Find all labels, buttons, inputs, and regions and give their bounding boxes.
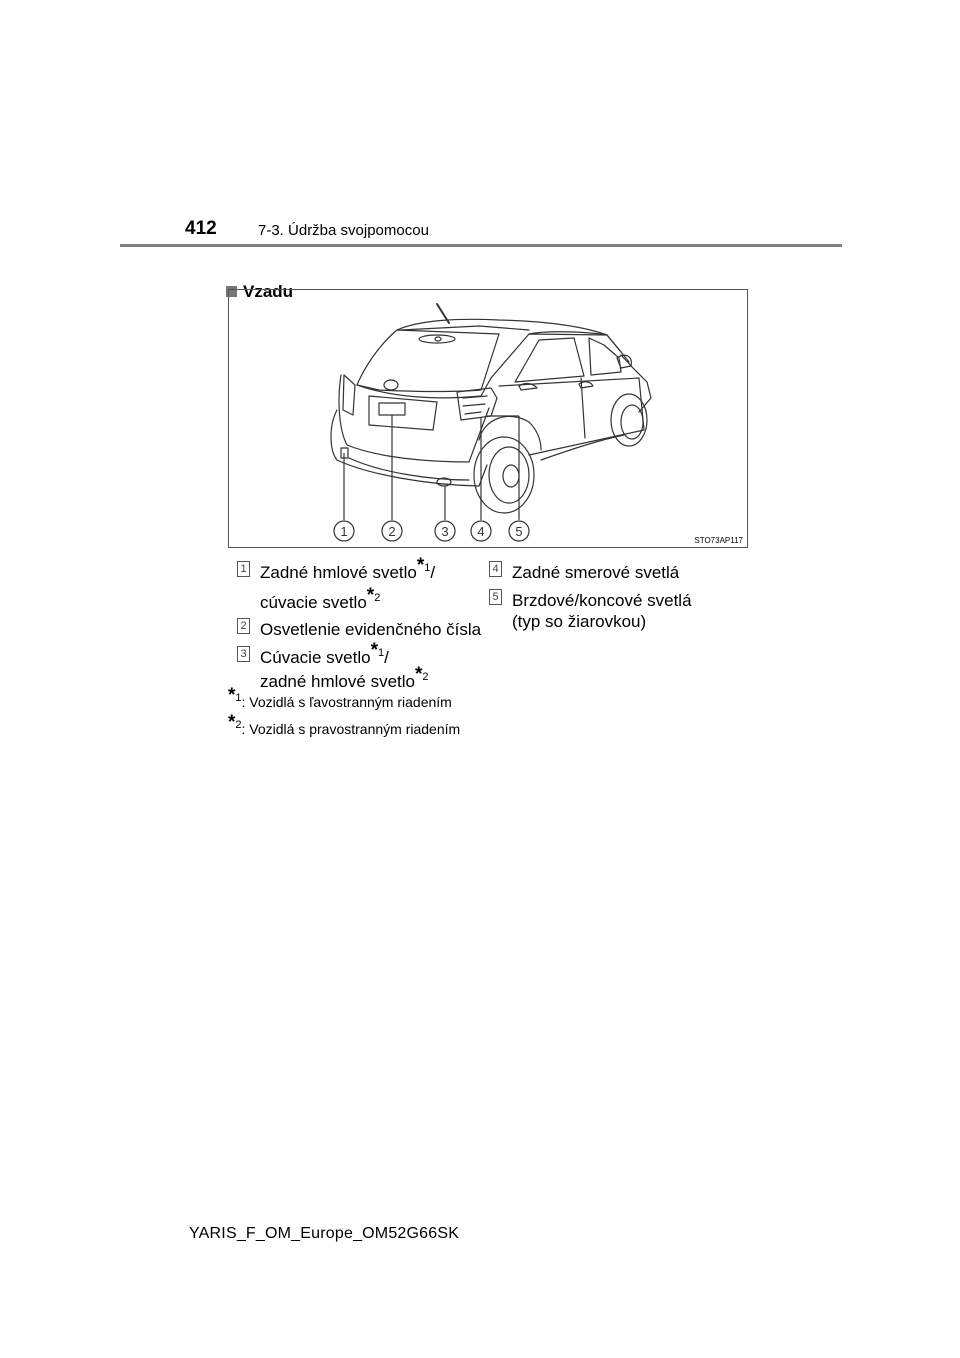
subsection-heading: Vzadu: [226, 282, 293, 302]
footnote-2: $^{*2}$: Vozidlá s pravostranným riadením: [228, 712, 461, 737]
document-footer: YARIS_F_OM_Europe_OM52G66SK: [189, 1225, 460, 1242]
item-1-line2: cúvacie svetlo$^{*2}$: [260, 585, 381, 612]
callout-label-3: 3: [441, 524, 449, 539]
section-title: 7-3. Údržba svojpomocou: [258, 222, 429, 239]
item-marker-4: 4: [489, 561, 502, 577]
footnote-1: $^{*1}$: Vozidlá s ľavostranným riadením: [228, 685, 452, 710]
item-3-line2: zadné hmlové svetlo$^{*2}$: [260, 664, 429, 691]
callout-label-4: 4: [477, 524, 485, 539]
item-1-line1: Zadné hmlové svetlo$^{*1}$/: [260, 555, 436, 582]
car-rear-illustration: [229, 290, 747, 547]
car-rear-figure: [228, 289, 748, 548]
page-number: 412: [185, 218, 217, 239]
header-rule: [120, 244, 842, 247]
item-marker-5: 5: [489, 589, 502, 605]
item-marker-1: 1: [237, 561, 250, 577]
item-5-line1: Brzdové/koncové svetlá: [512, 591, 692, 610]
item-marker-2: 2: [237, 618, 250, 634]
item-2-text: Osvetlenie evidenčného čísla: [260, 620, 482, 639]
callout-label-5: 5: [515, 524, 523, 539]
item-3-line1: Cúvacie svetlo$^{*1}$/: [260, 640, 389, 667]
figure-code: STO73AP117: [694, 536, 743, 545]
item-4-text: Zadné smerové svetlá: [512, 563, 680, 582]
item-5-line2: (typ so žiarovkou): [512, 612, 647, 631]
callout-label-2: 2: [388, 524, 396, 539]
callout-label-1: 1: [340, 524, 348, 539]
item-marker-3: 3: [237, 646, 250, 662]
